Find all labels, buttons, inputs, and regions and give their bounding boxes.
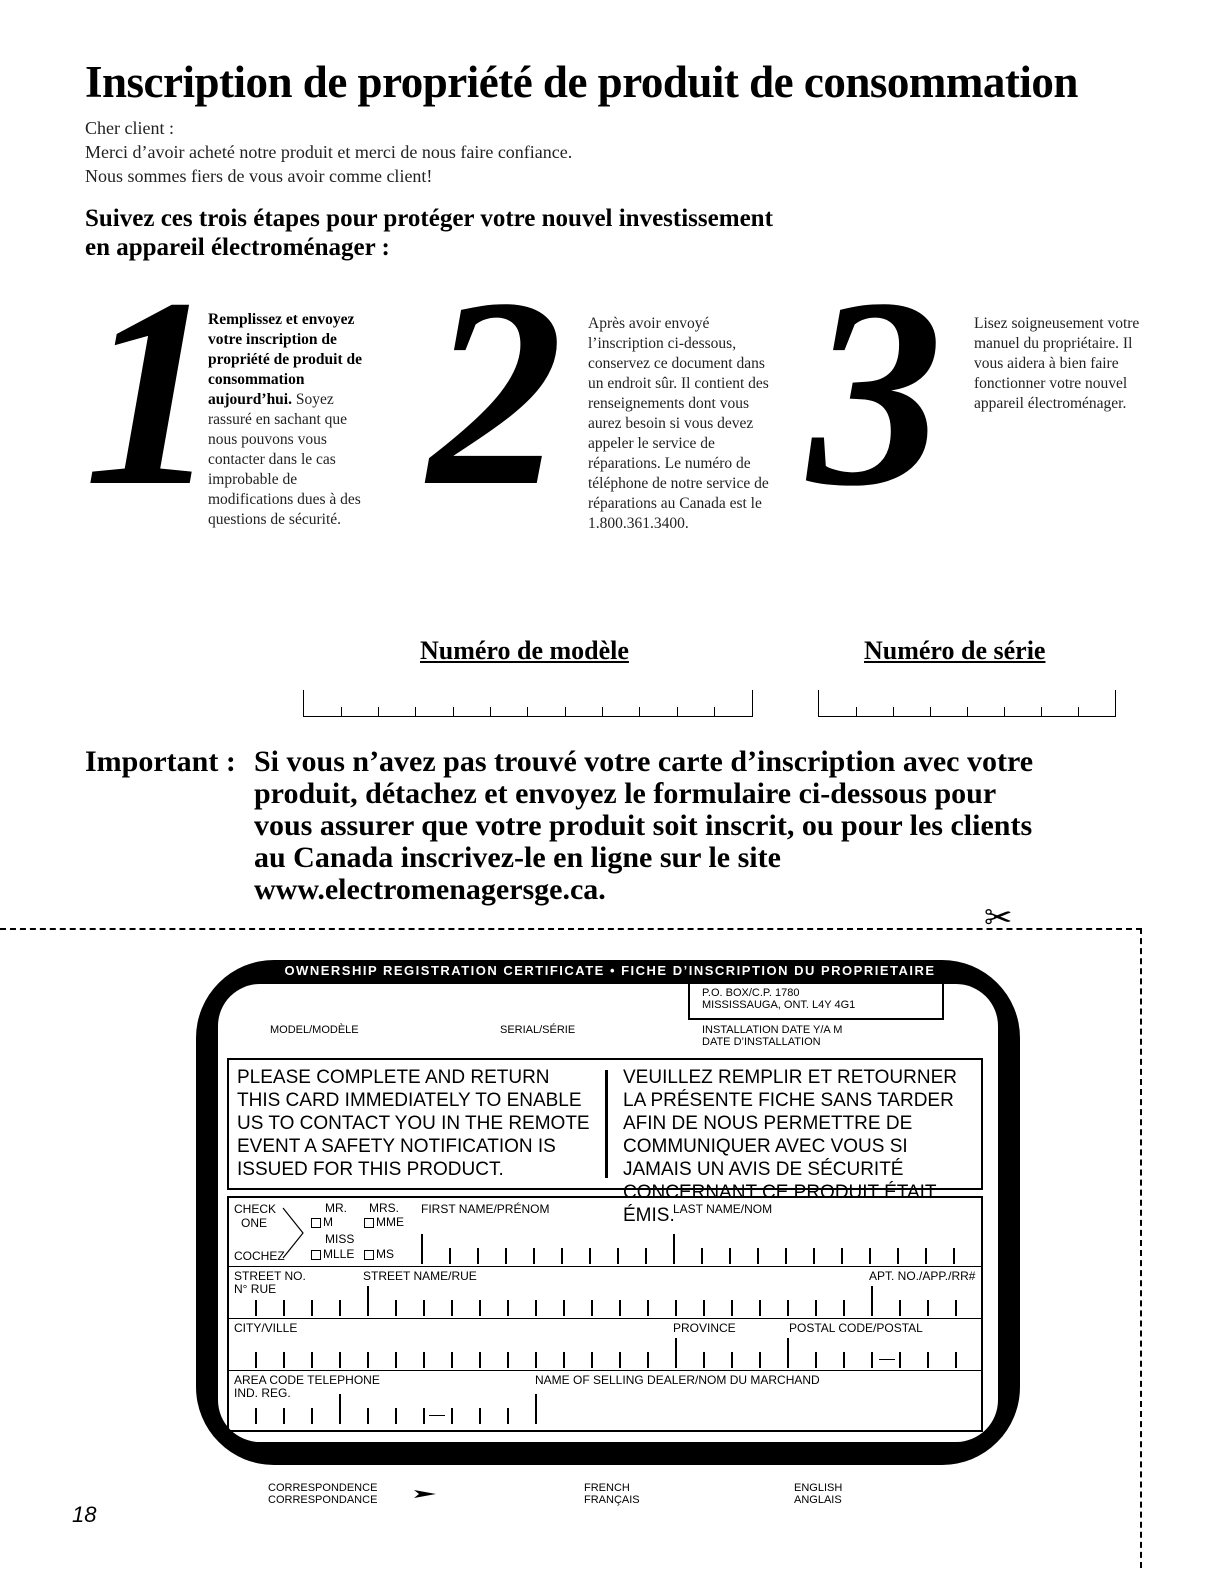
correspondence-label: CORRESPONDENCE CORRESPONDANCE [268, 1482, 378, 1506]
title-option-m[interactable]: M [311, 1216, 333, 1228]
intro-proud: Nous sommes fiers de vous avoir comme client! [85, 166, 433, 186]
name-input[interactable] [421, 1246, 961, 1264]
step-2-text: Après avoir envoyé l’inscription ci-dessous, conservez ce document dans un endroit sûr. Il contient des renseignements dont vous aurez besoin si vous devez appeler le service de réparations. Le numéro de téléphone de notre service de réparations au Canada est le 1.800.361.3400. [588, 315, 769, 532]
install-date-label-fr: DATE D’INSTALLATION [702, 1036, 821, 1048]
page-title: Inscription de propriété de produit de consommation [85, 57, 1078, 107]
notice-english: PLEASE COMPLETE AND RETURN THIS CARD IMMEDIATELY TO ENABLE US TO CONTACT YOU IN THE REMOTE EVENT A SAFETY NOTIFICATION IS ISSUED FOR THIS PRODUCT. [237, 1067, 590, 1180]
dealer-input[interactable] [535, 1394, 975, 1424]
arrow-right-icon [414, 1488, 436, 1500]
title-option-mme[interactable]: MME [364, 1216, 404, 1228]
step-3-text: Lisez soigneusement votre manuel du propriétaire. Il vous aidera à bien faire fonctionner votre nouvel appareil électroménager. [974, 315, 1140, 412]
address-input[interactable] [255, 1298, 965, 1316]
safety-notice [227, 1058, 983, 1226]
page-number: 18 [72, 1502, 97, 1527]
french-option[interactable]: FRENCH FRANÇAIS [584, 1482, 640, 1506]
title-option-ms[interactable]: MS [364, 1248, 394, 1260]
step-1-number: 1 [84, 243, 219, 542]
po-box-line1: P.O. BOX/C.P. 1780 [702, 987, 800, 999]
step-1-text: Remplissez et envoyez votre inscription de propriété de produit de consommation aujourd’hui. Soyez rassuré en sachant que nous pouvons vous contacter dans le cas improbable de modifications dues à des questions de sécurité. [208, 311, 363, 528]
intro-salutation: Cher client : [85, 118, 174, 138]
important-label: Important : [85, 745, 236, 778]
english-option[interactable]: ENGLISH ANGLAIS [794, 1482, 843, 1506]
serial-label: SERIAL/SÉRIE [500, 1024, 576, 1036]
important-text: Si vous n’avez pas trouvé votre carte d’inscription avec votre produit, détachez et envoyez le formulaire ci-dessous pour vous assurer que votre produit soit inscrit, ou pour les clients au Canada inscrivez-le en ligne sur le site www.electromenagersge.ca. [254, 745, 1034, 906]
step-2-number: 2 [428, 243, 563, 542]
check-bracket [279, 1204, 307, 1262]
serial-number-input[interactable] [818, 690, 1116, 717]
step-3-number: 3 [808, 243, 943, 542]
po-box-line2: MISSISSAUGA, ONT. L4Y 4G1 [702, 999, 856, 1011]
notice-french: VEUILLEZ REMPLIR ET RETOURNER LA PRÉSENTE FICHE SANS TARDER AFIN DE NOUS PERMETTRE DE COMMUNIQUER AVEC VOUS SI JAMAIS UN AVIS DE SÉCURITÉ CONCERNANT CE PRODUIT ÉTAIT ÉMIS. [623, 1067, 957, 1226]
model-label: MODEL/MODÈLE [270, 1024, 359, 1036]
title-option-mlle[interactable]: MLLE [311, 1248, 354, 1260]
cut-line [0, 928, 1142, 930]
phone-input[interactable] [255, 1406, 545, 1424]
model-number-input[interactable] [303, 690, 753, 717]
model-number-heading: Numéro de modèle [420, 636, 629, 665]
scissors-icon: ✂ [984, 898, 1013, 938]
city-postal-input[interactable] [255, 1350, 965, 1368]
card-title: OWNERSHIP REGISTRATION CERTIFICATE • FICHE D’INSCRIPTION DU PROPRIETAIRE [284, 963, 936, 978]
serial-number-heading: Numéro de série [864, 636, 1046, 665]
cut-line-vertical [1140, 928, 1142, 1568]
registration-form: CHECK ONE COCHEZ MR. MRS. M MME MISS MLLE MS FIRST NAME/PRÉNOM LAST NAME/NOM STREET NO. N° RUE STREET NAME/RUE APT. NO./APP./RR# CITY/VILLE PROVINCE POSTAL CODE/POSTAL AREA CODE TELEPHONE IND. REG. NAME OF SELLING DEALER/NOM DU MARCHAND [227, 1196, 983, 1432]
intro [85, 116, 572, 188]
install-date-label: INSTALLATION DATE Y/A M [702, 1024, 843, 1036]
steps-heading: Suivez ces trois étapes pour protéger votre nouvel investissement en appareil électroménager : [85, 205, 773, 261]
intro-thanks: Merci d’avoir acheté notre produit et merci de nous faire confiance. [85, 142, 573, 162]
notice-divider [605, 1070, 608, 1178]
